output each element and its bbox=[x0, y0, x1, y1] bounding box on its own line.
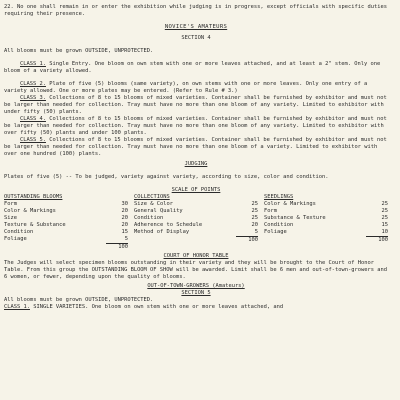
class-label: CLASS 1. bbox=[4, 304, 30, 310]
class-text: Collections of 8 to 15 blooms of mixed varieties. Container shall be furnished by exhibitor and must not be larger than needed for collection. Tray must have no more than one bloom of a variety. Limited to exhibitor with over one hundred (100) plants. bbox=[4, 137, 387, 157]
points-row: Condition 15 bbox=[4, 229, 128, 235]
class-label: CLASS 3. bbox=[20, 95, 46, 101]
oot-subtitle: SECTION 5 bbox=[181, 290, 211, 296]
class-text: SINGLE VARIETIES. One bloom on own stem with one or more leaves attached, and bbox=[33, 304, 284, 310]
class-item bbox=[4, 95, 388, 116]
judging-text: Plates of five (5) -- To be judged, variety against variety, according to size, color and condition. bbox=[4, 174, 329, 180]
points-row: Size & Color 25 bbox=[134, 201, 258, 207]
section-subtitle: SECTION 4 bbox=[181, 35, 211, 41]
points-column-outstanding bbox=[4, 194, 128, 251]
points-row: Color & Markings 25 bbox=[264, 201, 388, 207]
points-row: Size 20 bbox=[4, 215, 128, 221]
points-row: Foliage 5 bbox=[4, 236, 128, 242]
points-row: Form 30 bbox=[4, 201, 128, 207]
court-text: The Judges will select specimen blooms outstanding in their variety and they will be brought to the Court of Honor Table. From this group the OUTSTANDING BLOOM OF SHOW will be awarded. Limit shall be 6 men and out-of-town-growers and 6 women, or fewer, depending upon the quality of blooms. bbox=[4, 260, 387, 280]
points-table bbox=[4, 194, 388, 251]
points-total: 100 bbox=[366, 236, 388, 244]
court-title: COURT OF HONOR TABLE bbox=[163, 253, 229, 259]
column-title: COLLECTIONS bbox=[134, 194, 170, 200]
points-column-seedlings bbox=[264, 194, 388, 251]
class-list bbox=[4, 61, 388, 158]
column-title: SEEDLINGS bbox=[264, 194, 294, 200]
points-row: Texture & Substance 20 bbox=[4, 222, 128, 228]
oot-class-item bbox=[4, 304, 388, 311]
points-row: Adherence to Schedule 20 bbox=[134, 222, 258, 228]
class-label: CLASS 5. bbox=[20, 137, 46, 143]
points-row: Form 25 bbox=[264, 208, 388, 214]
points-total: 100 bbox=[236, 236, 258, 244]
rule-22: 22. No one shall remain in or enter the exhibition while judging is in progress, except officials with specific duties requiring their presence. bbox=[4, 4, 387, 17]
class-item bbox=[4, 61, 388, 75]
oot-title: OUT-OF-TOWN-GROWERS (Amateurs) bbox=[147, 283, 245, 289]
section-header bbox=[4, 24, 388, 42]
points-row: Substance & Texture 25 bbox=[264, 215, 388, 221]
class-item bbox=[4, 81, 388, 95]
points-row: Method of Display 5 bbox=[134, 229, 258, 235]
points-column-collections bbox=[134, 194, 258, 251]
class-text: Collections of 8 to 15 blooms of mixed varieties. Container shall be furnished by exhibitor and must not be larger than needed for collection. Tray must have no more than one bloom of any variety. Limited to exhibitor with under fifty (50) plants. bbox=[4, 95, 387, 115]
points-row: Condition 25 bbox=[134, 215, 258, 221]
class-text: Plate of five (5) blooms (same variety), on own stems with one or more leaves. Only one entry of a variety allowed. One or more plates may be entered. (Refer to Rule # 3.) bbox=[4, 81, 368, 94]
judging-title: JUDGING bbox=[184, 161, 208, 167]
oot-header bbox=[4, 283, 388, 297]
section-title: NOVICE'S AMATEURS bbox=[164, 24, 228, 30]
class-label: CLASS 4. bbox=[20, 116, 46, 122]
points-row: General Quality 25 bbox=[134, 208, 258, 214]
points-row: Condition 15 bbox=[264, 222, 388, 228]
class-text: Collections of 8 to 15 blooms of mixed varieties. Container shall be furnished by exhibitor and must not be larger than needed for collection. Tray must have no more than one bloom of any variety. Limited to exhibitor with over fifty (50) plants and under 100 plants. bbox=[4, 116, 387, 136]
class-label: CLASS 1. bbox=[20, 61, 46, 67]
column-title: OUTSTANDING BLOOMS bbox=[4, 194, 63, 200]
points-row: Color & Markings 20 bbox=[4, 208, 128, 214]
scale-title: SCALE OF POINTS bbox=[171, 187, 221, 193]
class-text: Single Entry. One bloom on own stem with one or more leaves attached, and at least a 2" stem. Only one bloom of a variety allowed. bbox=[4, 61, 381, 74]
class-label: CLASS 2. bbox=[20, 81, 46, 87]
points-total: 100 bbox=[106, 243, 128, 251]
points-row: Foliage 10 bbox=[264, 229, 388, 235]
oot-intro: All blooms must be grown OUTSIDE, UNPROTECTED. bbox=[4, 297, 154, 303]
class-item bbox=[4, 137, 388, 158]
section-intro: All blooms must be grown OUTSIDE, UNPROTECTED. bbox=[4, 48, 154, 54]
class-item bbox=[4, 116, 388, 137]
